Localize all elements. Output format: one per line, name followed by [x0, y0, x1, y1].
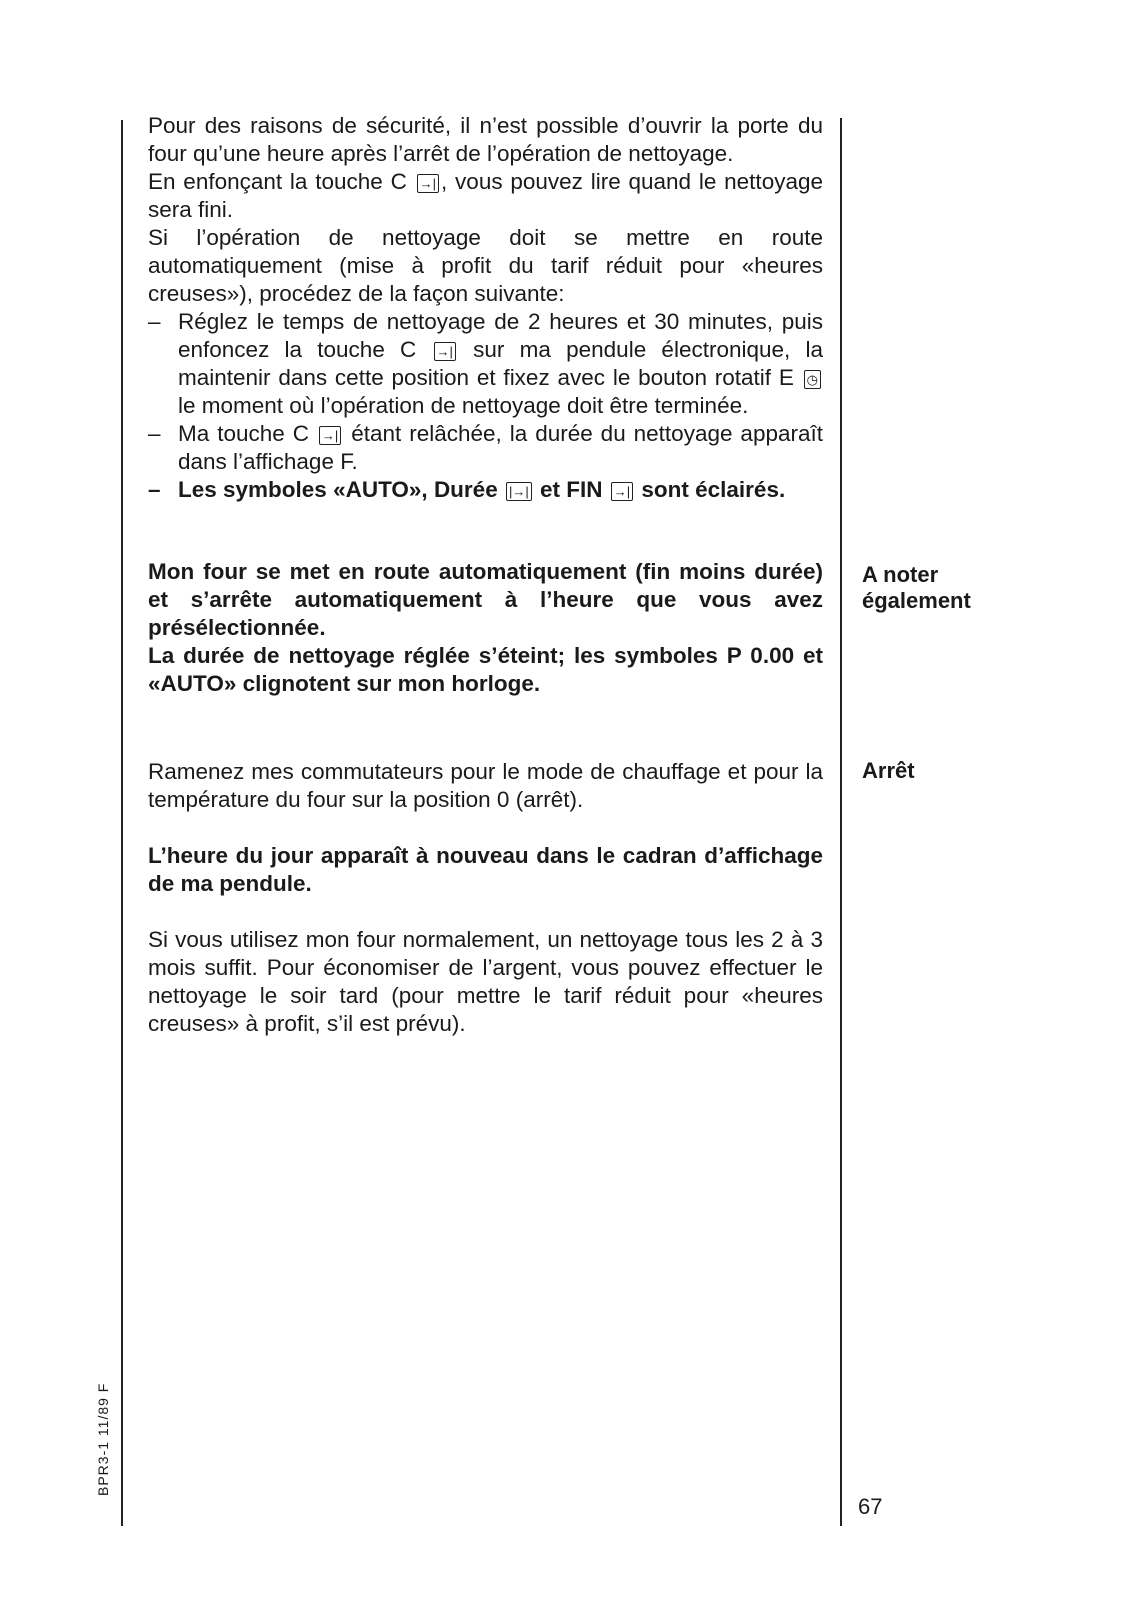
page-number: 67 [858, 1494, 883, 1519]
end-time-key-icon: →| [319, 426, 341, 445]
document-reference: BPR3-1 11/89 F [95, 1382, 111, 1496]
list-item: – Réglez le temps de nettoyage de 2 heures et 30 minutes, puis enfoncez la touche C →| sur ma pendule électronique, la maintenir dans cette position et fixez avec le bouton rotatif E ◷ le moment où l’opération de nettoyage doit être terminée. [148, 309, 824, 418]
main-text-column [148, 112, 823, 1038]
end-time-paragraph: En enfonçant la touche C →| , vous pouvez lire quand le nettoyage sera fini. [148, 169, 823, 222]
clock-knob-icon: ◷ [804, 370, 821, 389]
end-time-key-icon: →| [434, 342, 456, 361]
duration-key-icon: |→| [506, 482, 532, 501]
side-heading-note: A noter également [862, 562, 971, 613]
side-heading-stop: Arrêt [862, 758, 915, 783]
auto-start-paragraph: Si l’opération de nettoyage doit se mettre en route automatiquement (mise à profit du tarif réduit pour «heures creuses»), procédez de la façon suivante: [148, 225, 823, 306]
procedure-list [148, 308, 823, 504]
left-margin-rule [121, 120, 123, 1526]
safety-paragraph: Pour des raisons de sécurité, il n’est possible d’ouvrir la porte du four qu’une heure après l’arrêt de l’opération de nettoyage. [148, 113, 823, 166]
list-item: – Les symboles «AUTO», Durée |→| et FIN →| sont éclairés. [148, 477, 786, 502]
switch-off-paragraph: Ramenez mes commutateurs pour le mode de chauffage et pour la température du four sur la position 0 (arrêt). [148, 759, 823, 812]
time-of-day-paragraph: L’heure du jour apparaît à nouveau dans le cadran d’affichage de ma pendule. [148, 843, 823, 896]
auto-operation-paragraph: Mon four se met en route automatiquement (fin moins durée) et s’arrête automatiquement à l’heure que vous avez présélectionnée. [148, 559, 823, 640]
end-time-key-icon: →| [417, 174, 439, 193]
end-time-key-icon: →| [611, 482, 633, 501]
right-column-rule [840, 118, 842, 1526]
display-blink-paragraph: La durée de nettoyage réglée s’éteint; les symboles P 0.00 et «AUTO» clignotent sur mon horloge. [148, 643, 823, 696]
frequency-paragraph: Si vous utilisez mon four normalement, un nettoyage tous les 2 à 3 mois suffit. Pour économiser de l’argent, vous pouvez effectuer le nettoyage le soir tard (pour mettre le tarif réduit pour «heures creuses» à profit, s’il est prévu). [148, 927, 823, 1036]
list-item: – Ma touche C →| étant relâchée, la durée du nettoyage apparaît dans l’affichage F. [148, 421, 823, 474]
